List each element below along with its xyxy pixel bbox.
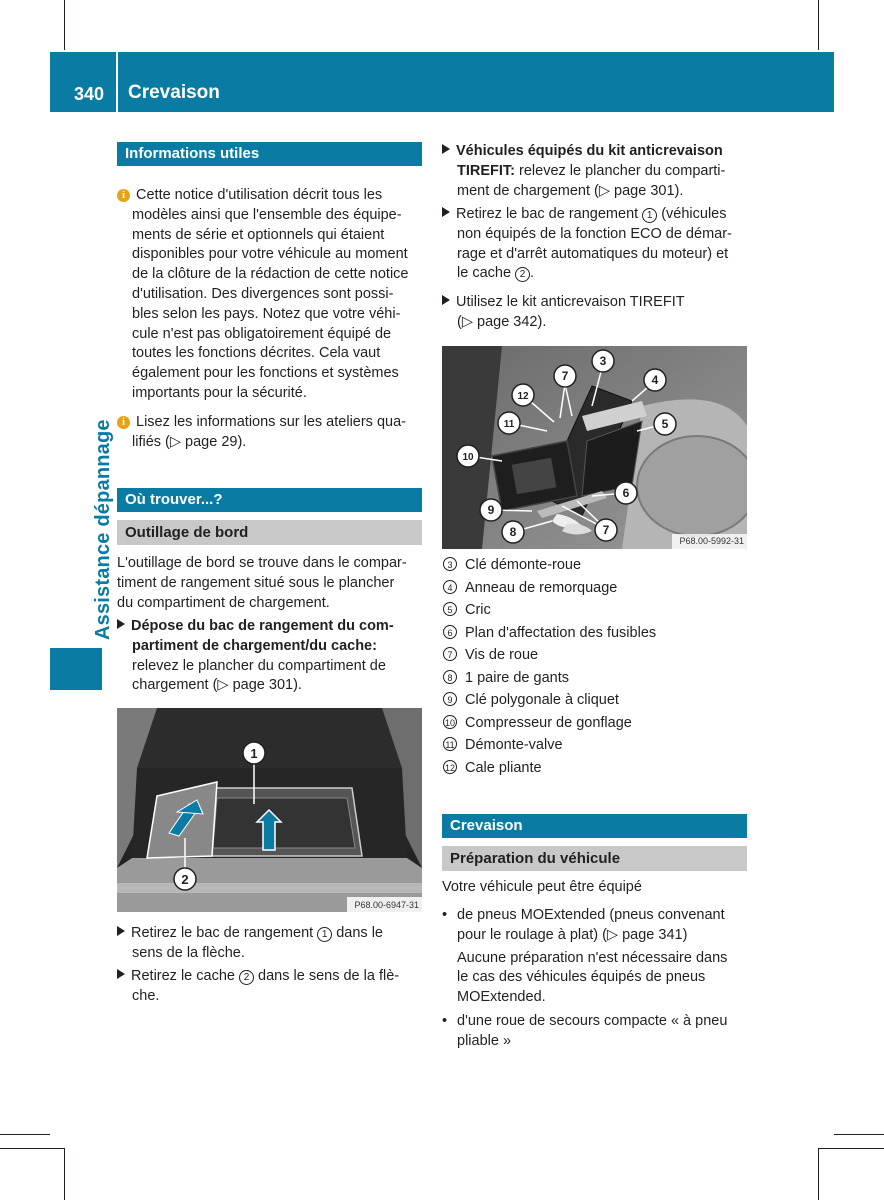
callout-8: 8 [509, 525, 517, 539]
step-retirez-cache: Retirez le cache 2 dans le sens de la flè- che. [117, 967, 427, 1007]
intro-paragraph: L'outillage de bord se trouve dans le compar- timent de rangement situé sous le plancher du compartiment de chargement. [117, 555, 407, 611]
photo-code: P68.00-5992-31 [679, 536, 744, 546]
legend-item: 3 Clé démonte-roue [443, 556, 581, 576]
crop-mark [818, 1148, 819, 1200]
callout-10: 10 [462, 452, 474, 463]
legend-item: 12 Cale pliante [444, 760, 542, 776]
step-arrow-icon [117, 926, 125, 936]
legend-item: 11 Démonte-valve [443, 736, 563, 756]
ref-1: 1 [317, 927, 332, 942]
bullet-moextended: • de pneus MOExtended (pneus convenant pour le roulage à plat) (▷ page 341) Aucune préparation n'est nécessaire dans le cas des véhicules équipés de pneus MOExtended. [442, 907, 728, 1006]
step-arrow-icon [117, 619, 125, 629]
crop-mark [0, 1148, 64, 1149]
page-number: 340 [74, 84, 105, 104]
step-tirefit: Véhicules équipés du kit anticrevaison TIREFIT: relevez le plancher du comparti- ment de chargement (▷ page 301). [442, 142, 752, 201]
section-heading-ou-trouver: Où trouver...? [117, 488, 422, 512]
callout-5: 5 [661, 417, 669, 431]
step-retirez-bac: Retirez le bac de rangement 1 dans le sens de la flèche. [117, 924, 427, 964]
crop-mark [64, 0, 65, 50]
info-note-2: i Lisez les informations sur les ateliers qua- lifiés (▷ page 29). [117, 413, 427, 453]
preparation-intro: Votre véhicule peut être équipé [442, 879, 642, 895]
legend-item: 4 Anneau de remorquage [443, 579, 617, 599]
legend-item: 7 Vis de roue [443, 646, 538, 666]
callout-3: 3 [599, 354, 607, 368]
callout-4: 4 [651, 373, 659, 387]
legend-item: 10 Compresseur de gonflage [444, 715, 632, 731]
legend-item: 9 Clé polygonale à cliquet [443, 691, 619, 711]
callout-7-top: 7 [561, 369, 569, 383]
info-note-1: i Cette notice d'utilisation décrit tous les modèles ainsi que l'ensemble des équipe- ments de série et optionnels qui étaient disponibles pour votre véhicule au moment de la clôture de la rédaction de cette notice d'utilisation. Des divergences sont possi- bles selon les pays. Notez que votre véhi- cule n'est pas obligatoirement équipé de toutes les fonctions décrites. Cela vaut également pour les fonctions et systèmes importants pour la sécurité. [117, 186, 427, 404]
crop-mark [0, 1134, 50, 1135]
header-divider [116, 52, 118, 112]
step-arrow-icon [117, 969, 125, 979]
callout-12: 12 [517, 391, 529, 402]
crop-mark [64, 1148, 65, 1200]
callout-2: 2 [181, 872, 189, 887]
side-tab-marker [50, 648, 102, 690]
callout-6: 6 [622, 486, 630, 500]
trunk-photo [117, 708, 422, 912]
info-icon: i [117, 416, 130, 429]
crop-mark [834, 1134, 884, 1135]
section-heading-informations: Informations utiles [117, 142, 422, 166]
subsection-heading-outillage: Outillage de bord [117, 520, 422, 545]
crop-mark [818, 0, 819, 50]
step-arrow-icon [442, 207, 450, 217]
ref-2: 2 [515, 267, 530, 282]
legend-item: 6 Plan d'affectation des fusibles [443, 624, 656, 644]
callout-9: 9 [487, 503, 495, 517]
page-title: Crevaison [128, 82, 220, 103]
photo-code: P68.00-6947-31 [354, 900, 419, 910]
callout-11: 11 [503, 419, 515, 430]
step-retirez-bac-2: Retirez le bac de rangement 1 (véhicules non équipés de la fonction ECO de démar- rage et d'arrêt automatiques du moteur) et le cache 2 . [442, 205, 752, 284]
ref-2: 2 [239, 970, 254, 985]
bullet-roue-secours: • d'une roue de secours compacte « à pneu pliable » [442, 1013, 728, 1049]
callout-1: 1 [250, 746, 258, 761]
info-icon: i [117, 189, 130, 202]
crop-mark [818, 1148, 884, 1149]
step-utilisez-kit: Utilisez le kit anticrevaison TIREFIT (▷ page 342). [442, 293, 752, 333]
callout-7-bottom: 7 [602, 523, 610, 537]
side-tab-label: Assistance dépannage [92, 419, 114, 640]
legend-item: 5 Cric [443, 601, 491, 621]
ref-1: 1 [642, 208, 657, 223]
legend-item: 8 1 paire de gants [443, 669, 569, 689]
step-arrow-icon [442, 295, 450, 305]
step-arrow-icon [442, 144, 450, 154]
step-depose: Dépose du bac de rangement du com- partiment de chargement/du cache: relevez le plancher du compartiment de chargement (▷ page 301). [117, 617, 427, 696]
toolkit-photo [442, 346, 747, 549]
subsection-heading-preparation: Préparation du véhicule [442, 846, 747, 871]
section-heading-crevaison: Crevaison [442, 814, 747, 838]
